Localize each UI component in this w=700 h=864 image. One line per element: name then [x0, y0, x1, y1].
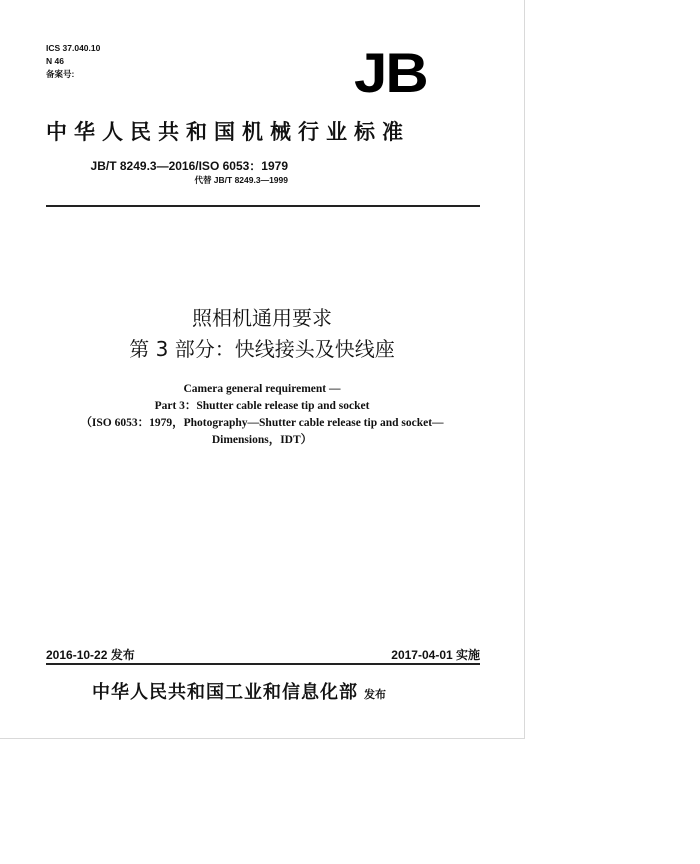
replaces-standard: 代替 JB/T 8249.3—1999	[194, 175, 288, 185]
meta-block	[46, 42, 100, 81]
english-title-line-1: Camera general requirement —	[183, 383, 341, 395]
standard-title: 中华人民共和国机械行业标准	[46, 120, 410, 144]
implementation-date: 2017-04-01 实施	[391, 648, 480, 662]
publisher-suffix: 发布	[364, 688, 386, 701]
issue-date: 2016-10-22 发布	[46, 648, 135, 662]
publisher-name: 中华人民共和国工业和信息化部	[92, 682, 358, 703]
english-title-line-2: Part 3：Shutter cable release tip and socket	[154, 400, 370, 412]
ics-code: ICS 37.040.10	[46, 43, 101, 53]
classification-code: N 46	[46, 56, 64, 66]
chinese-title-line-2: 第 3 部分：快线接头及快线座	[129, 337, 395, 361]
english-title-line-4: Dimensions，IDT）	[211, 434, 313, 446]
english-title-line-3: （ISO 6053：1979，Photography—Shutter cable release tip and socket—	[80, 417, 444, 429]
record-number-label: 备案号:	[46, 69, 75, 79]
publisher	[92, 678, 386, 704]
header-divider	[46, 205, 480, 207]
chinese-title-line-1: 照相机通用要求	[192, 306, 332, 330]
standard-number: JB/T 8249.3—2016/ISO 6053：1979	[90, 159, 288, 173]
jb-logo: JB	[354, 42, 427, 104]
footer-divider	[46, 663, 480, 665]
